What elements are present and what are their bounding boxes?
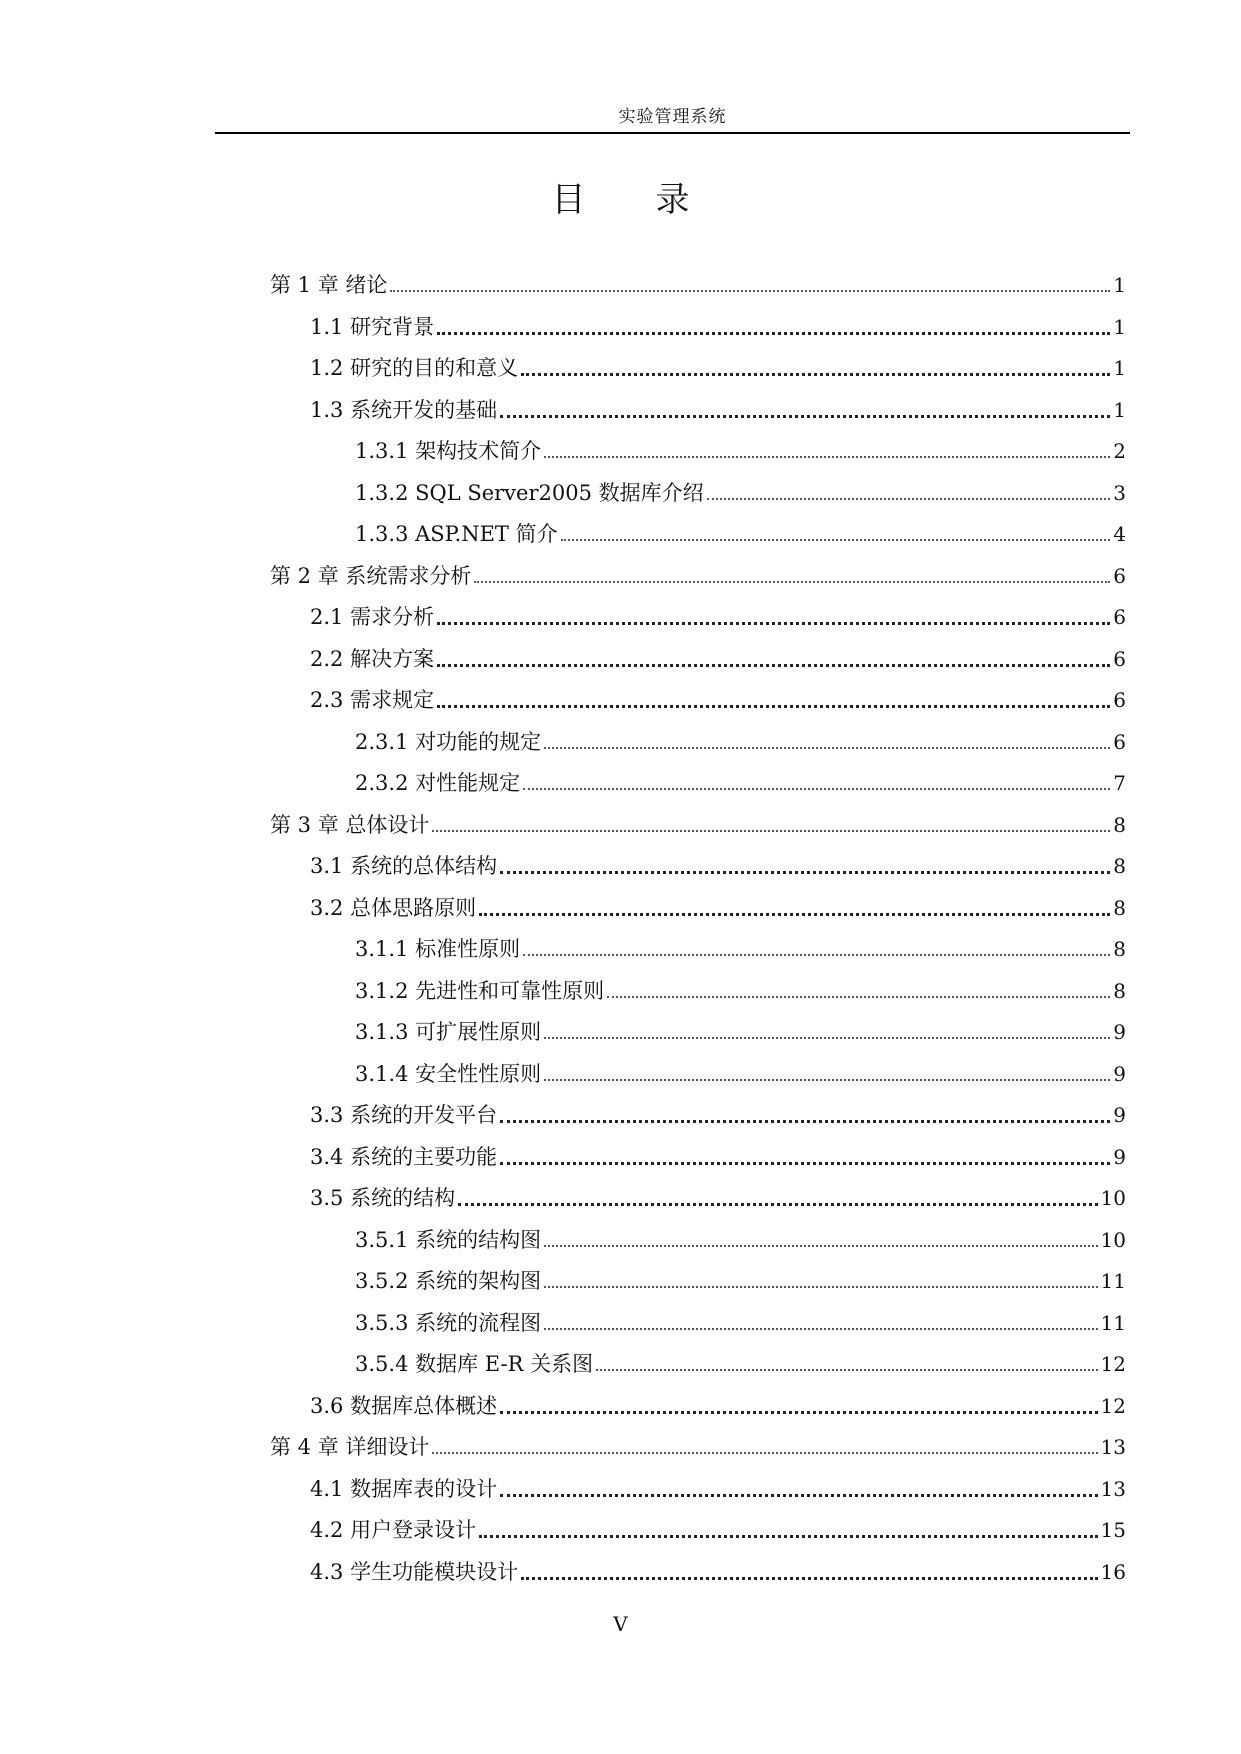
toc-dot-leader — [432, 830, 1110, 832]
toc-entry[interactable] — [310, 642, 1126, 672]
toc-entry-label: 2.3.1 对功能的规定 — [355, 730, 542, 754]
toc-dot-leader — [390, 290, 1110, 292]
toc-entry[interactable] — [355, 1347, 1126, 1377]
toc-entry[interactable] — [310, 849, 1126, 879]
toc-entry-label: 1.3.1 架构技术简介 — [355, 439, 542, 463]
toc-entry-page-number: 10 — [1100, 1228, 1126, 1252]
toc-dot-leader — [500, 1411, 1097, 1414]
toc-entry-label: 3.6 数据库总体概述 — [310, 1394, 498, 1418]
toc-dot-leader — [607, 996, 1110, 998]
toc-heading — [0, 172, 1241, 221]
toc-entry-label: 2.2 解决方案 — [310, 647, 435, 671]
toc-entry-label: 4.1 数据库表的设计 — [310, 1477, 498, 1501]
toc-entry[interactable] — [355, 974, 1126, 1004]
toc-dot-leader — [544, 456, 1110, 458]
toc-entry[interactable] — [310, 1140, 1126, 1170]
toc-entry[interactable] — [355, 1057, 1126, 1087]
toc-entry-label: 第 4 章 详细设计 — [270, 1435, 430, 1459]
toc-entry-label: 1.3.3 ASP.NET 简介 — [355, 522, 558, 546]
toc-entry-page-number: 8 — [1113, 979, 1126, 1003]
toc-entry-label: 3.5.2 系统的架构图 — [355, 1269, 542, 1293]
toc-dot-leader — [523, 954, 1110, 956]
toc-entry-page-number: 8 — [1113, 896, 1126, 920]
toc-entry[interactable] — [355, 434, 1126, 464]
toc-entry-label: 第 2 章 系统需求分析 — [270, 564, 472, 588]
toc-entry-page-number: 12 — [1100, 1394, 1126, 1418]
toc-entry-label: 2.1 需求分析 — [310, 605, 435, 629]
toc-entry[interactable] — [355, 476, 1126, 506]
toc-entry-label: 3.1.3 可扩展性原则 — [355, 1020, 542, 1044]
toc-dot-leader — [437, 705, 1110, 708]
toc-dot-leader — [437, 664, 1110, 667]
toc-dot-leader — [500, 415, 1110, 418]
toc-entry[interactable] — [355, 725, 1126, 755]
toc-entry-label: 3.1.1 标准性原则 — [355, 937, 521, 961]
toc-entry-page-number: 6 — [1113, 605, 1126, 629]
toc-entry-page-number: 8 — [1113, 854, 1126, 878]
toc-dot-leader — [437, 332, 1110, 335]
toc-dot-leader — [561, 539, 1111, 541]
toc-entry[interactable] — [355, 1223, 1126, 1253]
page-header — [215, 92, 1130, 134]
toc-entry-page-number: 1 — [1113, 315, 1126, 339]
toc-entry[interactable] — [310, 1181, 1126, 1211]
toc-dot-leader — [544, 1328, 1097, 1330]
toc-entry[interactable] — [310, 600, 1126, 630]
toc-entry[interactable] — [355, 932, 1126, 962]
toc-entry-page-number: 11 — [1100, 1311, 1126, 1335]
toc-dot-leader — [544, 1037, 1110, 1039]
toc-entry-label: 3.5.3 系统的流程图 — [355, 1311, 542, 1335]
toc-entry-page-number: 9 — [1113, 1020, 1126, 1044]
toc-entry-label: 3.4 系统的主要功能 — [310, 1145, 498, 1169]
toc-entry-label: 3.1 系统的总体结构 — [310, 854, 498, 878]
toc-entry-page-number: 11 — [1100, 1269, 1126, 1293]
toc-entry-label: 第 3 章 总体设计 — [270, 813, 430, 837]
toc-entry-label: 3.5.1 系统的结构图 — [355, 1228, 542, 1252]
toc-entry-page-number: 1 — [1113, 273, 1126, 297]
toc-dot-leader — [474, 581, 1110, 583]
page-number: V — [613, 1612, 628, 1636]
toc-entry-label: 1.1 研究背景 — [310, 315, 435, 339]
toc-entry-label: 3.3 系统的开发平台 — [310, 1103, 498, 1127]
toc-entry-page-number: 8 — [1113, 937, 1126, 961]
toc-entry-label: 第 1 章 绪论 — [270, 273, 388, 297]
toc-dot-leader — [544, 747, 1110, 749]
toc-entry-label: 2.3.2 对性能规定 — [355, 771, 521, 795]
toc-entry-page-number: 16 — [1100, 1560, 1126, 1584]
toc-dot-leader — [521, 1577, 1097, 1580]
toc-heading-char-1: 目 — [551, 180, 586, 220]
toc-dot-leader — [596, 1369, 1097, 1371]
toc-entry-label: 3.1.2 先进性和可靠性原则 — [355, 979, 605, 1003]
toc-dot-leader — [458, 1203, 1097, 1206]
toc-entry[interactable] — [310, 393, 1126, 423]
toc-entry[interactable] — [310, 1389, 1126, 1419]
toc-entry[interactable] — [310, 1098, 1126, 1128]
toc-dot-leader — [437, 622, 1110, 625]
toc-entry[interactable] — [270, 559, 1126, 589]
toc-entry-page-number: 9 — [1113, 1103, 1126, 1127]
toc-entry-page-number: 6 — [1113, 730, 1126, 754]
toc-entry-label: 2.3 需求规定 — [310, 688, 435, 712]
header-title: 实验管理系统 — [618, 107, 727, 127]
toc-entry-page-number: 1 — [1113, 356, 1126, 380]
toc-dot-leader — [544, 1286, 1097, 1288]
toc-entry-label: 3.5 系统的结构 — [310, 1186, 456, 1210]
toc-entry-page-number: 13 — [1100, 1435, 1126, 1459]
toc-entry-page-number: 9 — [1113, 1062, 1126, 1086]
toc-entry[interactable] — [355, 1306, 1126, 1336]
toc-entry-label: 4.3 学生功能模块设计 — [310, 1560, 519, 1584]
toc-entry-page-number: 4 — [1113, 522, 1126, 546]
toc-dot-leader — [500, 1494, 1097, 1497]
toc-entry-label: 3.1.4 安全性性原则 — [355, 1062, 542, 1086]
toc-entry[interactable] — [355, 517, 1126, 547]
toc-dot-leader — [479, 1535, 1097, 1538]
toc-entry[interactable] — [270, 1430, 1126, 1460]
toc-entry[interactable] — [355, 1264, 1126, 1294]
toc-dot-leader — [544, 1079, 1110, 1081]
toc-dot-leader — [500, 1162, 1110, 1165]
toc-entry[interactable] — [270, 808, 1126, 838]
toc-entry-label: 1.3.2 SQL Server2005 数据库介绍 — [355, 481, 704, 505]
toc-entry-page-number: 6 — [1113, 688, 1126, 712]
toc-dot-leader — [500, 871, 1110, 874]
toc-entry-page-number: 10 — [1100, 1186, 1126, 1210]
toc-entry-label: 1.2 研究的目的和意义 — [310, 356, 519, 380]
toc-entry-page-number: 3 — [1113, 481, 1126, 505]
toc-dot-leader — [707, 498, 1111, 500]
toc-entry[interactable] — [310, 1472, 1126, 1502]
toc-dot-leader — [521, 373, 1110, 376]
toc-entry[interactable] — [310, 1513, 1126, 1543]
toc-entry[interactable] — [270, 268, 1126, 298]
toc-entry-label: 3.5.4 数据库 E-R 关系图 — [355, 1352, 594, 1376]
toc-entry-page-number: 6 — [1113, 647, 1126, 671]
toc-entry-page-number: 2 — [1113, 439, 1126, 463]
toc-entry-label: 3.2 总体思路原则 — [310, 896, 477, 920]
toc-entry-page-number: 15 — [1100, 1518, 1126, 1542]
toc-entry[interactable] — [310, 683, 1126, 713]
toc-entry[interactable] — [310, 891, 1126, 921]
toc-entry-page-number: 12 — [1100, 1352, 1126, 1376]
toc-entry-page-number: 8 — [1113, 813, 1126, 837]
toc-entry-page-number: 13 — [1100, 1477, 1126, 1501]
toc-entry-page-number: 1 — [1113, 398, 1126, 422]
toc-dot-leader — [523, 788, 1110, 790]
toc-entry-page-number: 9 — [1113, 1145, 1126, 1169]
toc-entry[interactable] — [355, 1015, 1126, 1045]
toc-entry[interactable] — [310, 1555, 1126, 1585]
toc-entry[interactable] — [355, 766, 1126, 796]
toc-dot-leader — [500, 1120, 1110, 1123]
toc-dot-leader — [479, 913, 1110, 916]
toc-entry-page-number: 6 — [1113, 564, 1126, 588]
toc-entry-label: 1.3 系统开发的基础 — [310, 398, 498, 422]
toc-entry[interactable] — [310, 310, 1126, 340]
toc-dot-leader — [544, 1245, 1097, 1247]
toc-dot-leader — [432, 1452, 1097, 1454]
toc-entry[interactable] — [310, 351, 1126, 381]
toc-entry-page-number: 7 — [1113, 771, 1126, 795]
toc-entry-label: 4.2 用户登录设计 — [310, 1518, 477, 1542]
toc-heading-char-2: 录 — [655, 180, 690, 220]
